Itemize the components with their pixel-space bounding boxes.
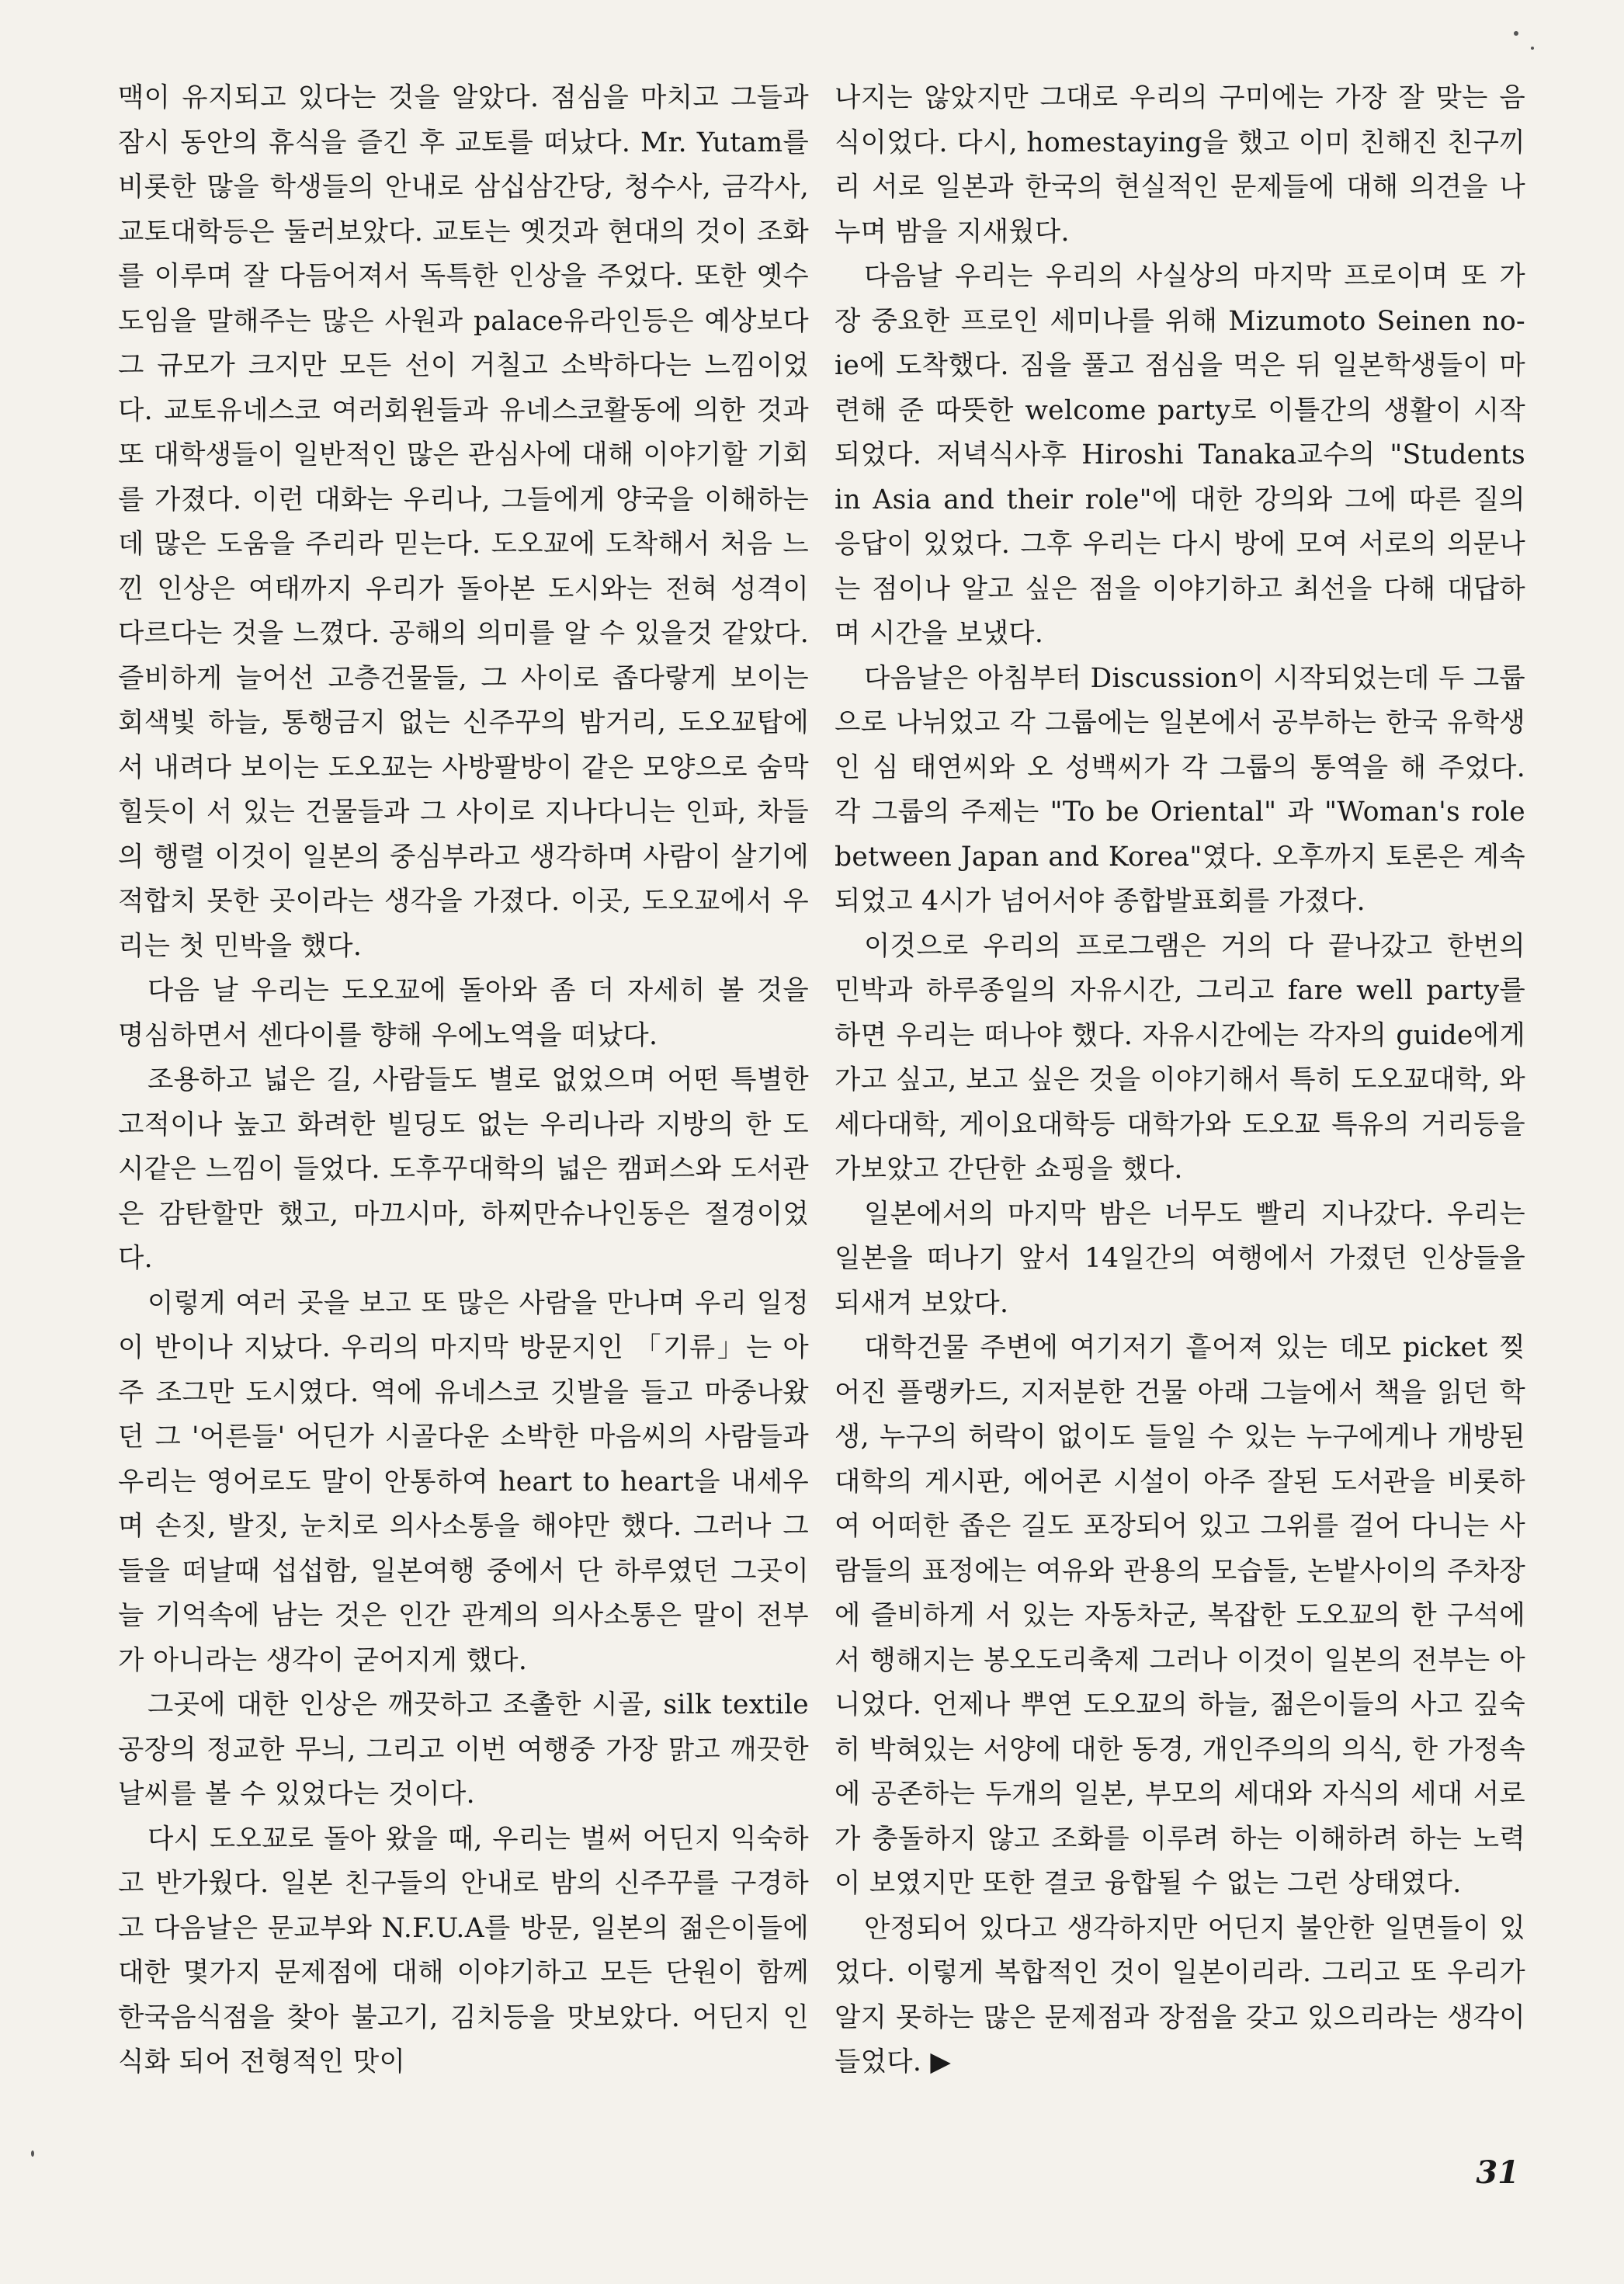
paragraph: 이것으로 우리의 프로그램은 거의 다 끝나갔고 한번의 민박과 하루종일의 자유시간, 그리고 fare well party를 하면 우리는 떠나야 했다. 자유시간에는 각자의 guide에게 가고 싶고, 보고 싶은 것을 이야기해서 특히 도오꾜대학, 와세다대학, 게이요대학등 대학가와 도오꾜 특유의 거리등을 가보았고 간단한 쇼핑을 했다. bbox=[835, 930, 1525, 1185]
print-speck bbox=[1514, 31, 1518, 36]
paragraph: 다음 날 우리는 도오꾜에 돌아와 좀 더 자세히 볼 것을 명심하면서 센다이를 향해 우에노역을 떠났다. bbox=[118, 975, 809, 1051]
paragraph: 다음날 우리는 우리의 사실상의 마지막 프로이며 또 가장 중요한 프로인 세미나를 위해 Mizumoto Seinen no-ie에 도착했다. 짐을 풀고 점심을 먹은 뒤 일본학생들이 마련해 준 따뜻한 welcome party로 이틀간의 생활이 시작되었다. 저녁식사후 Hiroshi Tanaka교수의 "Students in Asia and their role"에 대한 강의와 그에 따른 질의 응답이 있었다. 그후 우리는 다시 방에 모여 서로의 의문나는 점이나 알고 싶은 점을 이야기하고 최선을 다해 대답하며 시간을 보냈다. bbox=[835, 261, 1526, 649]
print-speck bbox=[31, 2150, 34, 2157]
paragraph: 나지는 않았지만 그대로 우리의 구미에는 가장 잘 맞는 음식이었다. 다시, homestaying을 했고 이미 친해진 친구끼리 서로 일본과 한국의 현실적인 문제들에 대해 의견을 나누며 밤을 지새웠다. bbox=[835, 82, 1525, 248]
paragraph: 대학건물 주변에 여기저기 흩어져 있는 데모 picket 찢어진 플랭카드, 지저분한 건물 아래 그늘에서 책을 읽던 학생, 누구의 허락이 없이도 들일 수 있는 누구에게나 개방된 대학의 게시판, 에어콘 시설이 아주 잘된 도서관을 비롯하여 어떠한 좁은 길도 포장되어 있고 그위를 걸어 다니는 사람들의 표정에는 여유와 관용의 모습들, 논밭사이의 주차장에 즐비하게 서 있는 자동차군, 복잡한 도오꾜의 한 구석에서 행해지는 봉오도리축제 그러나 이것이 일본의 전부는 아니었다. 언제나 뿌연 도오꾜의 하늘, 젊은이들의 사고 깊숙히 박혀있는 서양에 대한 동경, 개인주의의 의식, 한 가정속에 공존하는 두개의 일본, 부모의 세대와 자식의 세대 서로가 충돌하지 않고 조화를 이루려 하는 이해하려 하는 노력이 보였지만 또한 결코 융합될 수 없는 그런 상태였다. bbox=[835, 1332, 1525, 1899]
paragraph: 다시 도오꾜로 돌아 왔을 때, 우리는 벌써 어딘지 익숙하고 반가웠다. 일본 친구들의 안내로 밤의 신주꾸를 구경하고 다음날은 문교부와 N.F.U.A를 방문, 일본의 젊은이들에 대한 몇가지 문제점에 대해 이야기하고 모든 단원이 함께 한국음식점을 찾아 불고기, 김치등을 맛보았다. 어딘지 인식화 되어 전형적인 맛이 bbox=[118, 1823, 809, 2077]
paragraph: 다음날은 아침부터 Discussion이 시작되었는데 두 그룹으로 나뉘었고 각 그룹에는 일본에서 공부하는 한국 유학생인 심 태연씨와 오 성백씨가 각 그룹의 통역을 해 주었다. 각 그룹의 주제는 "To be Oriental" 과 "Woman's role between Japan and Korea"였다. 오후까지 토론은 계속되었고 4시가 넘어서야 종합발표회를 가졌다. bbox=[835, 662, 1525, 917]
paragraph: 일본에서의 마지막 밤은 너무도 빨리 지나갔다. 우리는 일본을 떠나기 앞서 14일간의 여행에서 가졌던 인상들을 되새겨 보았다. bbox=[835, 1198, 1525, 1319]
right-text-column bbox=[835, 76, 1525, 2085]
paragraph: 이렇게 여러 곳을 보고 또 많은 사람을 만나며 우리 일정이 반이나 지났다. 우리의 마지막 방문지인 「기류」는 아주 조그만 도시였다. 역에 유네스코 깃발을 들고 마중나왔던 그 '어른들' 어딘가 시골다운 소박한 마음씨의 사람들과 우리는 영어로도 말이 안통하여 heart to heart을 내세우며 손짓, 발짓, 눈치로 의사소통을 해야만 했다. 그러나 그들을 떠날때 섭섭함, 일본여행 중에서 단 하루였던 그곳이 늘 기억속에 남는 것은 인간 관계의 의사소통은 말이 전부가 아니라는 생각이 굳어지게 했다. bbox=[118, 1287, 809, 1676]
print-speck bbox=[1531, 47, 1534, 50]
page-number: 31 bbox=[1476, 2154, 1519, 2191]
paragraph: 안정되어 있다고 생각하지만 어딘지 불안한 일면들이 있었다. 이렇게 복합적인 것이 일본이리라. 그리고 또 우리가 알지 못하는 많은 문제점과 장점을 갖고 있으리라는 생각이 들었다. ▶ bbox=[835, 1912, 1525, 2077]
paragraph: 맥이 유지되고 있다는 것을 알았다. 점심을 마치고 그들과 잠시 동안의 휴식을 즐긴 후 교토를 떠났다. Mr. Yutam를 비롯한 많을 학생들의 안내로 삼십삼간당, 청수사, 금각사, 교토대학등은 둘러보았다. 교토는 옛것과 현대의 것이 조화를 이루며 잘 다듬어져서 독특한 인상을 주었다. 또한 옛수도임을 말해주는 많은 사원과 palace유라인등은 예상보다 그 규모가 크지만 모든 선이 거칠고 소박하다는 느낌이었다. 교토유네스코 여러회원들과 유네스코활동에 의한 것과 또 대학생들이 일반적인 많은 관심사에 대해 이야기할 기회를 가졌다. 이런 대화는 우리나, 그들에게 양국을 이해하는데 많은 도움을 주리라 믿는다. 도오꾜에 도착해서 처음 느낀 인상은 여태까지 우리가 돌아본 도시와는 전혀 성격이 다르다는 것을 느꼈다. 공해의 의미를 알 수 있을것 같았다. 즐비하게 늘어선 고층건물들, 그 사이로 좁다랗게 보이는 회색빛 하늘, 통행금지 없는 신주꾸의 밤거리, 도오꾜탑에서 내려다 보이는 도오꾜는 사방팔방이 같은 모양으로 숨막힐듯이 서 있는 건물들과 그 사이로 지나다니는 인파, 차들의 행렬 이것이 일본의 중심부라고 생각하며 사람이 살기에 적합치 못한 곳이라는 생각을 가졌다. 이곳, 도오꾜에서 우리는 첫 민박을 했다. bbox=[118, 82, 809, 962]
paragraph: 조용하고 넓은 길, 사람들도 별로 없었으며 어떤 특별한 고적이나 높고 화려한 빌딩도 없는 우리나라 지방의 한 도시같은 느낌이 들었다. 도후꾸대학의 넓은 캠퍼스와 도서관은 감탄할만 했고, 마끄시마, 하찌만슈나인동은 절경이었다. bbox=[118, 1064, 809, 1274]
paragraph: 그곳에 대한 인상은 깨끗하고 조촐한 시골, silk textile 공장의 정교한 무늬, 그리고 이번 여행중 가장 맑고 깨끗한 날씨를 볼 수 있었다는 것이다. bbox=[118, 1689, 809, 1810]
left-text-column bbox=[118, 76, 809, 2085]
